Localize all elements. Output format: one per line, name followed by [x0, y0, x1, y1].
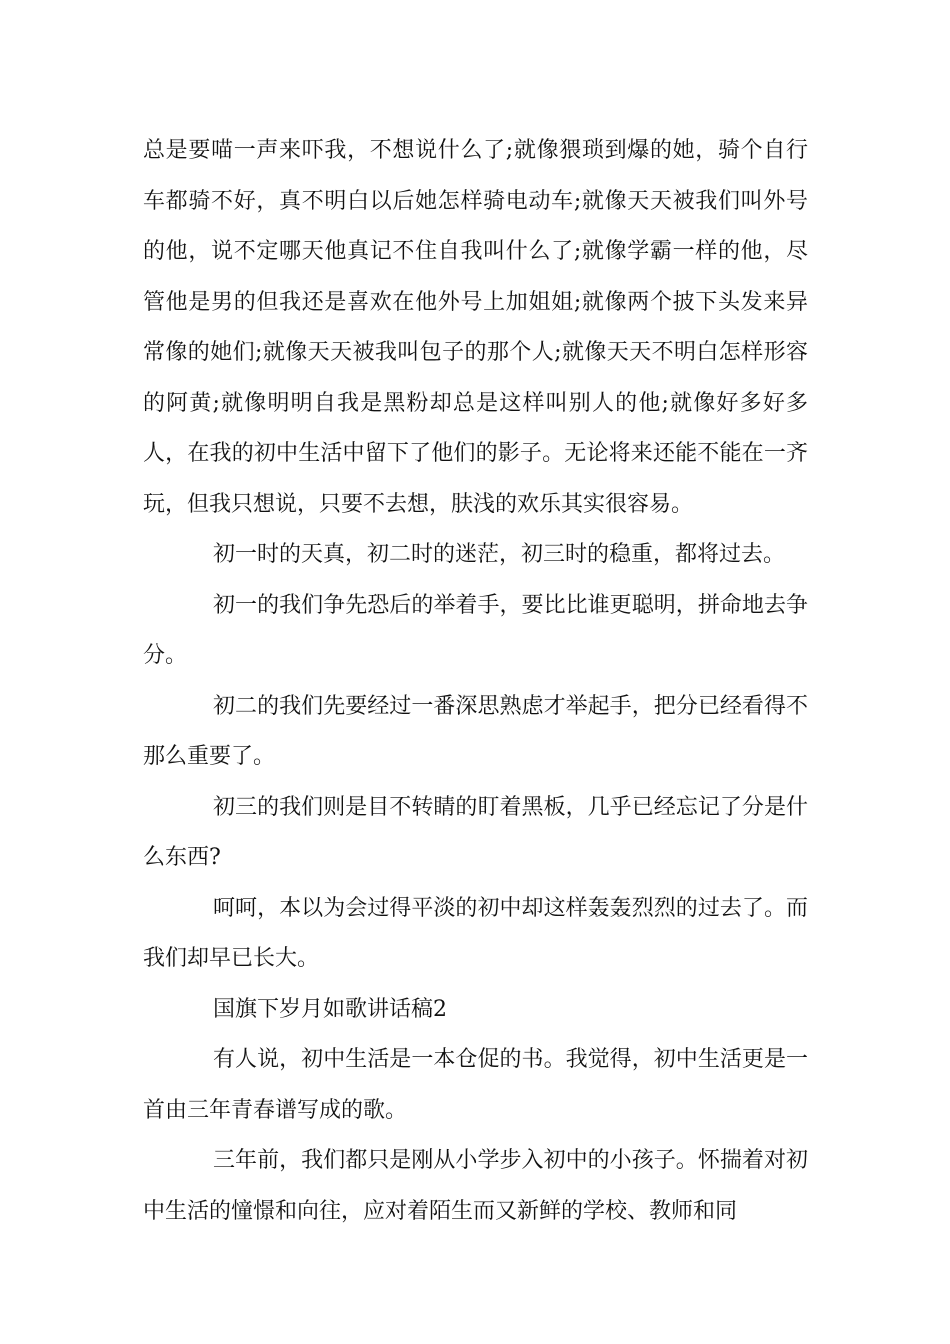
paragraph: 初三的我们则是目不转睛的盯着黑板，几乎已经忘记了分是什么东西? [143, 794, 808, 870]
paragraph: 有人说，初中生活是一本仓促的书。我觉得，初中生活更是一首由三年青春谱写成的歌。 [143, 1047, 808, 1123]
paragraph-continuation: 总是要喵一声来吓我，不想说什么了;就像猥琐到爆的她，骑个自行车都骑不好，真不明白以后她怎样骑电动车;就像天天被我们叫外号的他，说不定哪天他真记不住自我叫什么了;就像学霸一样的他，尽管他是男的但我还是喜欢在他外号上加姐姐;就像两个披下头发来异常像的她们;就像天天被我叫包子的那个人;就像天天不明白怎样形容的阿黄;就像明明自我是黑粉却总是这样叫别人的他;就像好多好多人，在我的初中生活中留下了他们的影子。无论将来还能不能在一齐玩，但我只想说，只要不去想，肤浅的欢乐其实很容易。 [143, 138, 808, 517]
paragraph: 三年前，我们都只是刚从小学步入初中的小孩子。怀揣着对初中生活的憧憬和向往，应对着陌生而又新鲜的学校、教师和同 [143, 1148, 808, 1224]
paragraph: 初一时的天真，初二时的迷茫，初三时的稳重，都将过去。 [213, 542, 786, 567]
section-heading: 国旗下岁月如歌讲话稿2 [213, 996, 447, 1022]
paragraph: 初一的我们争先恐后的举着手，要比比谁更聪明，拼命地去争分。 [143, 592, 808, 668]
document-body [143, 126, 808, 1237]
paragraph: 初二的我们先要经过一番深思熟虑才举起手，把分已经看得不那么重要了。 [143, 693, 808, 769]
paragraph: 呵呵，本以为会过得平淡的初中却这样轰轰烈烈的过去了。而我们却早已长大。 [143, 895, 808, 971]
